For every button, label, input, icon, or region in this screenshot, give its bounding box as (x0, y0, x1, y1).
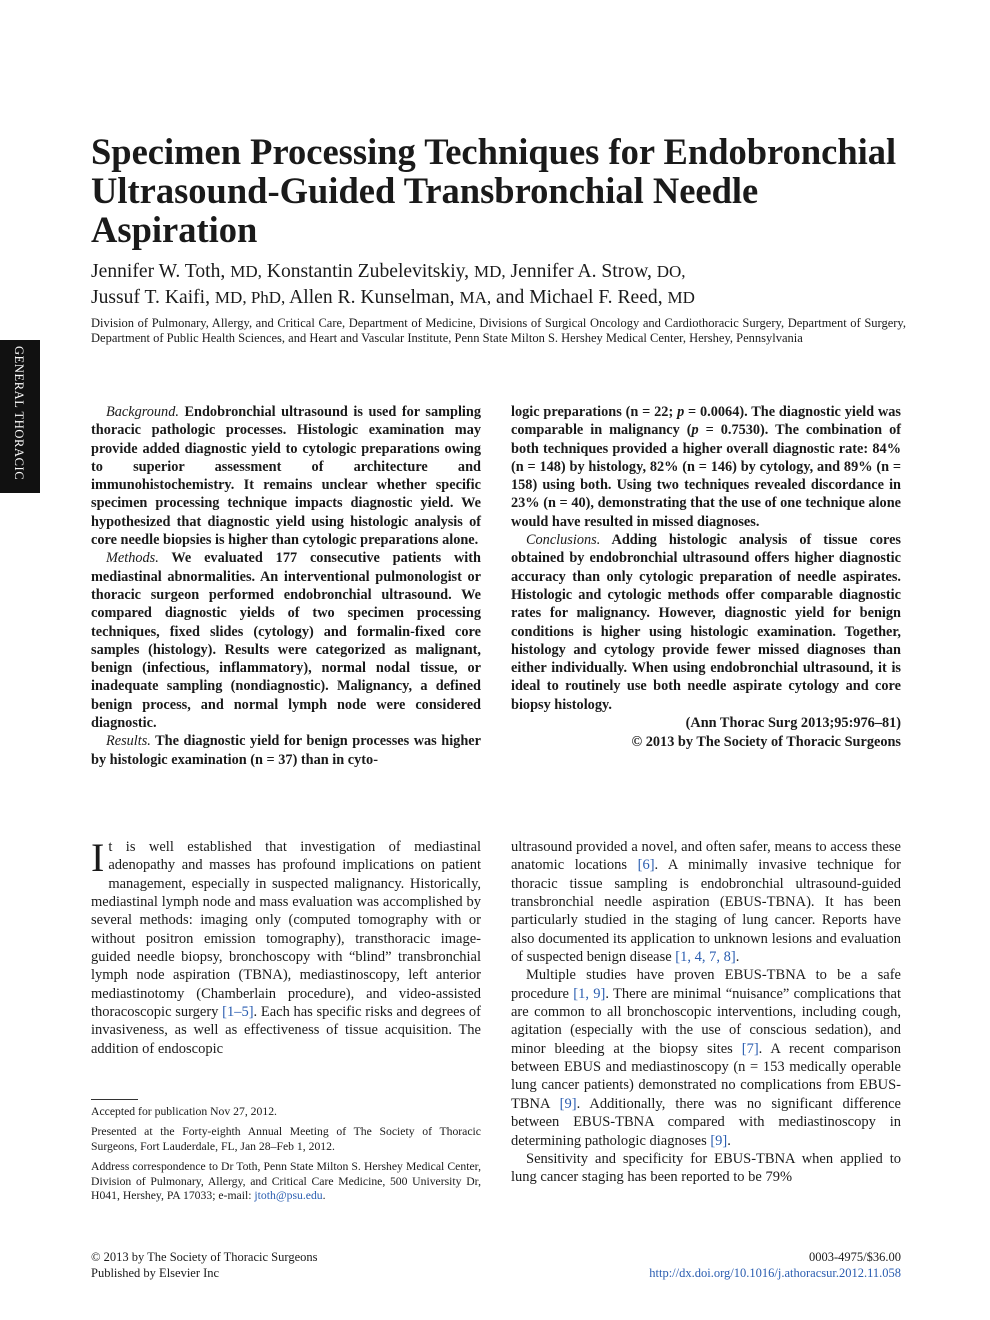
body-left-column (91, 835, 481, 1058)
footnote-text: . (322, 1189, 326, 1203)
abstract-methods (91, 549, 481, 732)
footnote-presented: Presented at the Forty-eighth Annual Meeting of The Society of Thoracic Surgeons, Fort Lauderdale, FL, Jan 28–Feb 1, 2012. (91, 1125, 481, 1153)
abstract-text: Endobronchial ultrasound is used for sampling thoracic pathologic processes. Histologic examination may provide added diagnostic yield to cytologic preparations owing to superior assessment of architecture and immunohistochemistry. It remains unclear whether specific specimen processing technique impacts diagnostic yield. We hypothesized that diagnostic yield using histologic analysis of core needle biopsies is higher than cytologic preparations alone. (91, 404, 481, 549)
author-degree: MA, (459, 288, 492, 307)
p-symbol: p (677, 404, 685, 420)
page-footer-right (560, 1250, 901, 1281)
author-name: Jennifer W. Toth, (91, 261, 226, 282)
affiliation: Division of Pulmonary, Allergy, and Critical Care, Department of Medicine, Divisions of Surgical Oncology and Cardiothoracic Surgery, Department of Surgery, Department of Public Health Sciences, and Heart and Vascular Institute, Penn State Milton S. Hershey Medical Center, Hershey, Pennsylvania (91, 316, 906, 345)
journal-citation: (Ann Thorac Surg 2013;95:976–81) (685, 715, 901, 732)
section-tab (0, 340, 40, 493)
footnotes (91, 1105, 481, 1209)
abstract-heading: Background. (106, 404, 179, 420)
author-list (91, 259, 911, 311)
abstract-background (91, 403, 481, 549)
abstract-text: We evaluated 177 consecutive patients with mediastinal abnormalities. An interventional pulmonologist or thoracic surgeon performed endobronchial ultrasound. We compared diagnostic yields of two specimen processing techniques, fixed slides (cytology) and formalin-fixed core samples (histology). Results were categorized as malignant, benign (infectious, inflammatory), normal nodal tissue, or inadequate sampling (nondiagnostic). Malignancy, a defined benign process, and normal lymph node were considered diagnostic. (91, 550, 481, 732)
author-name: and Michael F. Reed, (496, 287, 663, 308)
article-title: Specimen Processing Techniques for Endobronchial Ultrasound-Guided Transbronchial Needle Aspiration (91, 131, 897, 250)
footer-copyright: © 2013 by The Society of Thoracic Surgeons (91, 1250, 318, 1264)
doi-link[interactable]: http://dx.doi.org/10.1016/j.athoracsur.2012.11.058 (649, 1265, 901, 1280)
body-text: Multiple studies have proven EBUS-TBNA to be a safe procedure (511, 967, 901, 1002)
reference-link[interactable]: [9] (710, 1132, 728, 1149)
page-footer-left (91, 1250, 317, 1281)
email-link[interactable]: jtoth@psu.edu (254, 1189, 323, 1203)
author-degree: MD, (230, 262, 262, 281)
abstract-text: The diagnostic yield for benign processes was higher by histologic examination (n = 37) than in cyto- (91, 733, 481, 768)
abstract-text: logic preparations (n = 22; (511, 404, 678, 420)
reference-link[interactable]: [6] (637, 857, 655, 874)
footnote-divider (91, 1099, 138, 1100)
abstract-right-column (511, 403, 901, 752)
abstract-left-column (91, 403, 481, 769)
reference-link[interactable]: [7] (741, 1040, 759, 1057)
author-degree: MD, PhD, (214, 288, 286, 307)
body-text: Sensitivity and specificity for EBUS-TBNA when applied to lung cancer staging has been reported to be 79% (511, 1150, 901, 1186)
reference-link[interactable]: [9] (559, 1095, 577, 1112)
author-name: Allen R. Kunselman, (289, 287, 455, 308)
body-text: . Additionally, there was no significant difference between EBUS-TBNA compared with mediastinoscopy in determining pathologic diagnoses (511, 1095, 901, 1149)
body-text: . A recent comparison between EBUS and mediastinoscopy (n = 153 medically operable lung cancer patients) demonstrated no complications from EBUS-TBNA (511, 1040, 902, 1112)
author-degree: MD, (473, 262, 506, 281)
abstract-text: = 0.7530). The combination of both techniques provided a higher overall diagnostic rate: 84% (n = 148) by histology, 82% (n = 146) by cytology, and 89% (n = 158) using both. Using two techniques revealed discordance in 23% (n = 40), demonstrating that the use of one technique alone would have resulted in missed diagnoses. (511, 422, 901, 530)
reference-link[interactable]: [1–5] (222, 1004, 254, 1021)
p-symbol: p (691, 422, 699, 439)
author-name: Jussuf T. Kaifi, (91, 287, 211, 308)
body-text: t is well established that investigation of mediastinal adenopathy and masses has profound implications on patient management, especially in suspected malignancy. Historically, mediastinal lymph node and mass evaluation was accomplished by several methods: imaging only (computed tomography with or without positron emission tomography), transthoracic image-guided needle biopsy, bronchoscopy with “blind” transbronchial lymph node aspiration (TBNA), mediastinoscopy, left anterior mediastinotomy (Chamberlain procedure), and video-assisted thoracoscopic surgery (91, 839, 481, 1021)
body-paragraph (511, 838, 901, 966)
footer-publisher: Published by Elsevier Inc (91, 1265, 220, 1280)
author-name: Jennifer A. Strow, (510, 261, 652, 282)
body-paragraph (511, 1150, 901, 1187)
footnote-text: Address correspondence to Dr Toth, Penn State Milton S. Hershey Medical Center, Division of Pulmonary, Allergy, and Critical Care Medicine, 500 University Dr, H041, Hershey, PA 17033; e-mail: (91, 1160, 481, 1203)
drop-cap: I (91, 835, 105, 880)
abstract-results (91, 732, 481, 769)
abstract-conclusions (511, 531, 901, 714)
body-text: . Each has specific risks and degrees of invasiveness, as well as effectiveness of tissue acquisition. The addition of endoscopic (91, 1004, 481, 1057)
body-paragraph (91, 835, 481, 1058)
section-tab-label: GENERAL THORACIC (12, 346, 26, 481)
footer-issn: 0003-4975/$36.00 (808, 1250, 901, 1264)
body-paragraph (511, 966, 901, 1149)
body-text: . A minimally invasive technique for thoracic tissue sampling is endobronchial ultrasound-guided transbronchial needle aspiration (EBUS-TBNA). It has been particularly studied in the staging of lung cancer. Reports have also documented its application to unknown lesions and evaluation of suspected benign disease (511, 857, 901, 966)
abstract-results-continued (511, 403, 901, 531)
reference-link[interactable]: [1, 9] (573, 985, 606, 1002)
body-text: . There are minimal “nuisance” complications that are common to all bronchoscopic interventions, including cough, agitation (especially with the use of conscious sedation), and minor bleeding at the biopsy sites (511, 985, 901, 1057)
footnote-accepted: Accepted for publication Nov 27, 2012. (91, 1105, 277, 1118)
abstract-heading: Results. (106, 733, 151, 750)
abstract-text: Adding histologic analysis of tissue cores obtained by endobronchial ultrasound offers higher diagnostic accuracy than only cytologic preparation of needle aspirates. Histologic and cytologic methods offer comparable diagnostic rates for malignancy. However, diagnostic yield for benign conditions is higher using histologic examination. Together, histology and cytology provide fewer missed diagnoses than either individually. When using endobronchial ultrasound, it is ideal to routinely use both needle aspirate cytology and core biopsy histology. (511, 532, 901, 713)
author-degree: MD (667, 288, 695, 307)
author-name: Konstantin Zubelevitskiy, (266, 261, 470, 282)
abstract-copyright: © 2013 by The Society of Thoracic Surgeons (631, 734, 901, 751)
body-text: . (727, 1132, 731, 1149)
abstract-heading: Conclusions. (526, 532, 601, 549)
body-text: ultrasound provided a novel, and often safer, means to access these anatomic locations (511, 839, 901, 874)
reference-link[interactable]: [1, 4, 7, 8] (675, 949, 736, 966)
author-degree: DO, (656, 262, 686, 281)
abstract-text: = 0.0064). The diagnostic yield was comparable in malignancy ( (511, 404, 901, 439)
body-right-column (511, 838, 901, 1187)
abstract-heading: Methods. (106, 550, 159, 567)
footnote-address (91, 1160, 481, 1203)
body-text: . (735, 949, 740, 966)
